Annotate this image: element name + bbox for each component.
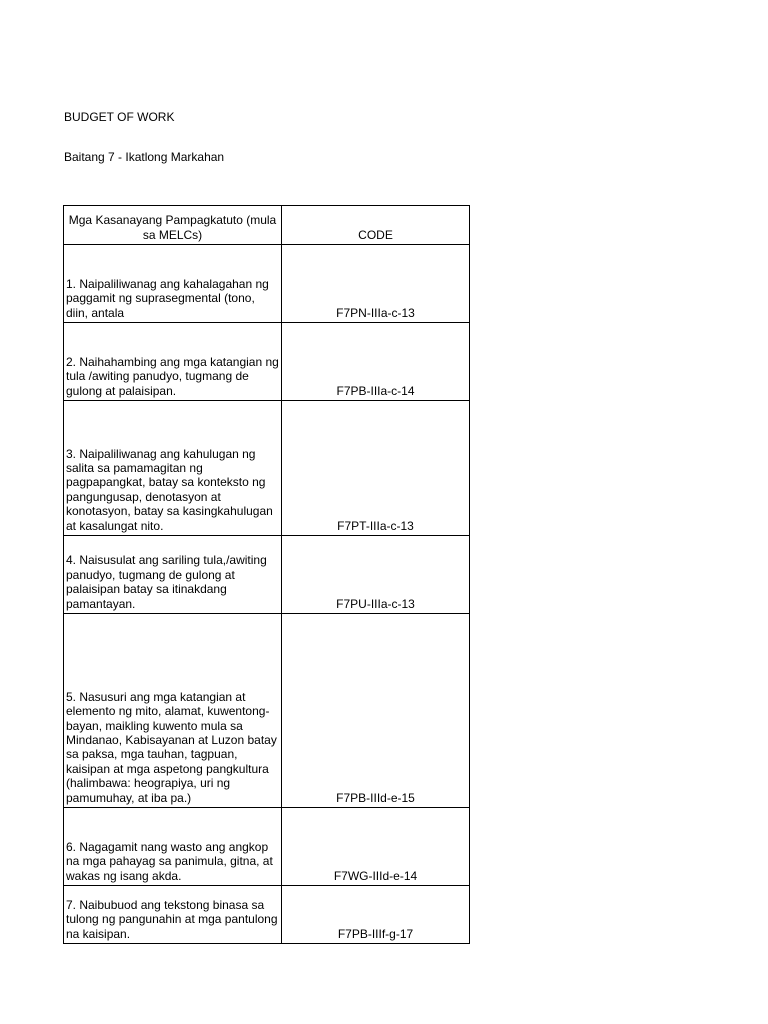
table-row	[64, 245, 470, 323]
code-cell: F7PB-IIIa-c-14	[282, 323, 470, 401]
code-cell: F7PB-IIId-e-15	[282, 614, 470, 808]
table-row	[64, 401, 470, 536]
table-row	[64, 808, 470, 886]
code-cell: F7PN-IIIa-c-13	[282, 245, 470, 323]
code-cell: F7PU-IIIa-c-13	[282, 536, 470, 614]
header-competency: Mga Kasanayang Pampagkatuto (mula sa MELCs)	[64, 206, 282, 245]
code-cell: F7PB-IIIf-g-17	[282, 886, 470, 944]
competency-cell: 7. Naibubuod ang tekstong binasa sa tulong ng pangunahin at mga pantulong na kaisipan.	[64, 886, 282, 944]
header-code: CODE	[282, 206, 470, 245]
competency-cell: 6. Nagagamit nang wasto ang angkop na mga pahayag sa panimula, gitna, at wakas ng isang akda.	[64, 808, 282, 886]
table-row	[64, 614, 470, 808]
competency-cell: 2. Naihahambing ang mga katangian ng tula /awiting panudyo, tugmang de gulong at palaisipan.	[64, 323, 282, 401]
code-cell: F7PT-IIIa-c-13	[282, 401, 470, 536]
table-header-row	[64, 206, 470, 245]
competency-cell: 1. Naipaliliwanag ang kahalagahan ng paggamit ng suprasegmental (tono, diin, antala	[64, 245, 282, 323]
competency-cell: 4. Naisusulat ang sariling tula,/awiting panudyo, tugmang de gulong at palaisipan batay sa itinakdang pamantayan.	[64, 536, 282, 614]
table-row	[64, 323, 470, 401]
code-cell: F7WG-IIId-e-14	[282, 808, 470, 886]
document-title: BUDGET OF WORK	[64, 110, 175, 124]
budget-of-work-table	[63, 205, 470, 944]
table-row	[64, 536, 470, 614]
document-subtitle: Baitang 7 - Ikatlong Markahan	[64, 150, 225, 164]
competency-cell: 3. Naipaliliwanag ang kahulugan ng salita sa pamamagitan ng pagpapangkat, batay sa konteksto ng pangungusap, denotasyon at konotasyon, batay sa kasingkahulugan at kasalungat nito.	[64, 401, 282, 536]
table-row	[64, 886, 470, 944]
competency-cell: 5. Nasusuri ang mga katangian at elemento ng mito, alamat, kuwentong-bayan, maikling kuwento mula sa Mindanao, Kabisayanan at Luzon batay sa paksa, mga tauhan, tagpuan, kaisipan at mga aspetong pangkultura (halimbawa: heograpiya, uri ng pamumuhay, at iba pa.)	[64, 614, 282, 808]
